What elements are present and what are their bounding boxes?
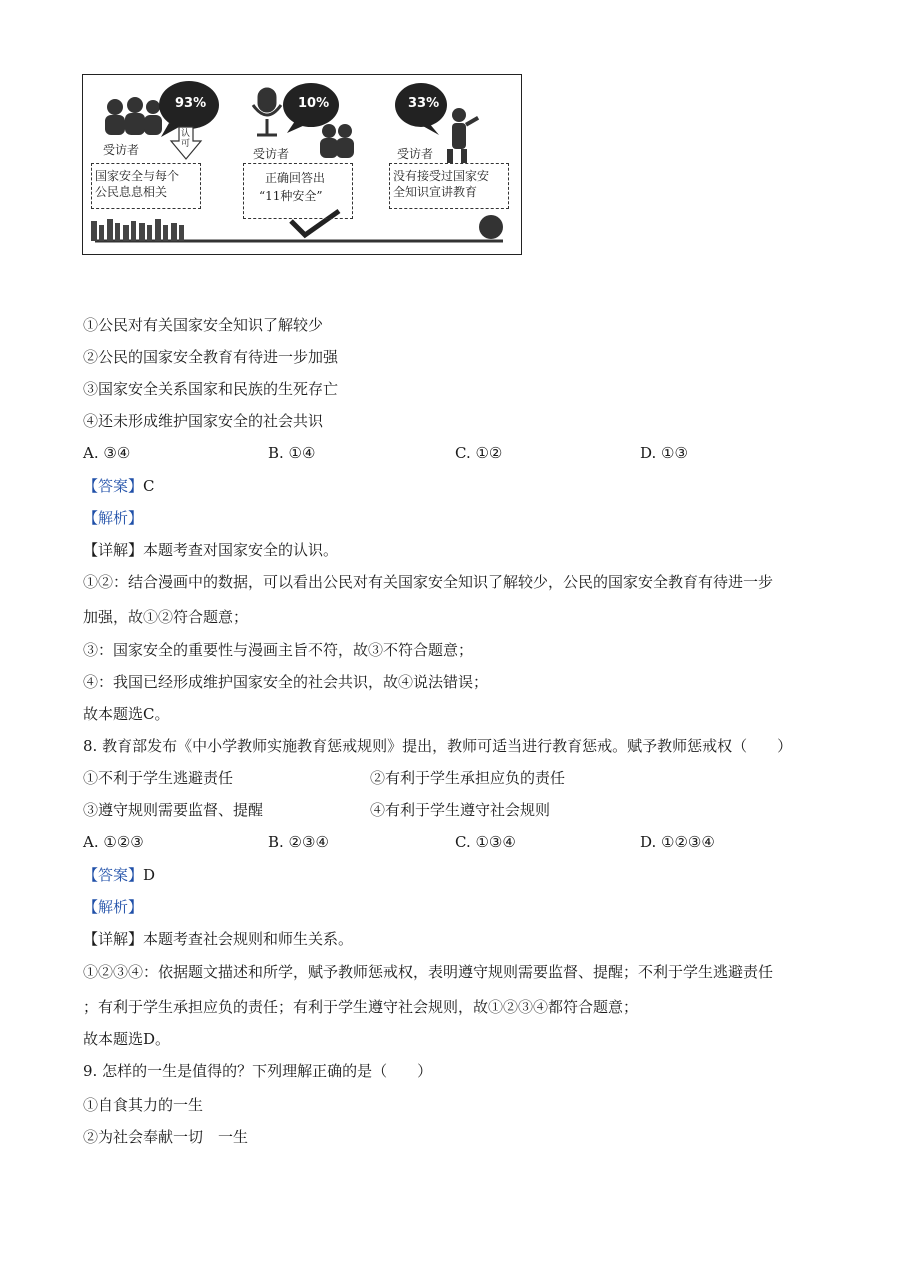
caption-1-line1: 国家安全与每个 bbox=[95, 169, 180, 183]
bottom-crowd bbox=[91, 219, 184, 241]
answer-tag: 【答案】 bbox=[83, 866, 144, 884]
q8-conclusion: 故本题选D。 bbox=[83, 1030, 171, 1048]
q9-item-2: ②为社会奉献一切 一生 bbox=[83, 1128, 249, 1146]
q7-item-2: ②公民的国家安全教育有待进一步加强 bbox=[83, 348, 339, 366]
q7-explanation-1b: 加强，故①②符合题意； bbox=[83, 608, 249, 626]
q8-option-b: B. ②③④ bbox=[268, 833, 329, 851]
q8-detail bbox=[83, 929, 353, 949]
caption-3-line1: 没有接受过国家安 bbox=[393, 169, 490, 183]
q7-explanation-3: ④：我国已经形成维护国家安全的社会共识，故④说法错误； bbox=[83, 673, 489, 691]
q7-answer bbox=[83, 476, 155, 496]
q7-conclusion: 故本题选C。 bbox=[83, 705, 170, 723]
q8-item-1: ①不利于学生逃避责任 bbox=[83, 769, 234, 787]
caption-2-line2: “11种安全” bbox=[259, 189, 323, 203]
q7-option-b: B. ①④ bbox=[268, 444, 316, 462]
q8-option-c: C. ①③④ bbox=[455, 833, 516, 851]
q8-item-3: ③遵守规则需要监督、提醒 bbox=[83, 801, 264, 819]
q8-explanation-1a: ①②③④：依据题文描述和所学，赋予教师惩戒权，表明遵守规则需要监督、提醒；不利于学生逃避责任 bbox=[83, 963, 774, 981]
head-icon bbox=[479, 215, 503, 239]
microphone-icon bbox=[253, 89, 281, 135]
q8-item-4: ④有利于学生遵守社会规则 bbox=[370, 801, 551, 819]
speaker-silhouette bbox=[447, 108, 479, 163]
answer-value: D bbox=[143, 866, 156, 884]
caption-2-line1: 正确回答出 bbox=[265, 171, 326, 185]
q8-analysis-tag: 【解析】 bbox=[83, 898, 144, 916]
crowd-silhouettes-1 bbox=[105, 97, 162, 135]
q8-option-d: D. ①②③④ bbox=[640, 833, 715, 851]
q8-option-a: A. ①②③ bbox=[83, 833, 144, 851]
q7-analysis-tag: 【解析】 bbox=[83, 509, 144, 527]
detail-text: 本题考查社会规则和师生关系。 bbox=[143, 930, 354, 948]
q7-explanation-2: ③：国家安全的重要性与漫画主旨不符，故③不符合题意； bbox=[83, 641, 474, 659]
percent-33: 33% bbox=[408, 96, 440, 111]
detail-tag: 【详解】 bbox=[83, 541, 144, 559]
answer-tag: 【答案】 bbox=[83, 477, 144, 495]
crowd-silhouettes-2 bbox=[320, 124, 354, 158]
q8-stem: 8. 教育部发布《中小学教师实施教育惩戒规则》提出，教师可适当进行教育惩戒。赋予教师惩戒权（ ） bbox=[83, 737, 793, 755]
respondent-label-1: 受访者 bbox=[103, 143, 140, 157]
answer-value: C bbox=[143, 477, 155, 495]
percent-10: 10% bbox=[298, 96, 330, 111]
respondent-label-3: 受访者 bbox=[397, 147, 434, 161]
q7-item-4: ④还未形成维护国家安全的社会共识 bbox=[83, 412, 324, 430]
respondent-label-2: 受访者 bbox=[253, 147, 290, 161]
q7-item-3: ③国家安全关系国家和民族的生死存亡 bbox=[83, 380, 339, 398]
q8-item-2: ②有利于学生承担应负的责任 bbox=[370, 769, 566, 787]
arrow-label: 认可 bbox=[181, 129, 191, 149]
q7-option-c: C. ①② bbox=[455, 444, 503, 462]
q7-option-d: D. ①③ bbox=[640, 444, 688, 462]
q7-explanation-1a: ①②：结合漫画中的数据，可以看出公民对有关国家安全知识了解较少，公民的国家安全教育有待进一步 bbox=[83, 573, 774, 591]
q7-item-1: ①公民对有关国家安全知识了解较少 bbox=[83, 316, 324, 334]
q7-option-a: A. ③④ bbox=[83, 444, 131, 462]
detail-tag: 【详解】 bbox=[83, 930, 144, 948]
caption-3-line2: 全知识宣讲教育 bbox=[393, 185, 478, 199]
q8-answer bbox=[83, 865, 155, 885]
q8-explanation-1b: ；有利于学生承担应负的责任；有利于学生遵守社会规则，故①②③④都符合题意； bbox=[83, 998, 639, 1016]
percent-93: 93% bbox=[175, 96, 207, 111]
detail-text: 本题考查对国家安全的认识。 bbox=[143, 541, 339, 559]
cartoon-figure bbox=[82, 74, 522, 255]
q9-stem: 9. 怎样的一生是值得的？下列理解正确的是（ ） bbox=[83, 1062, 433, 1080]
q9-item-1: ①自食其力的一生 bbox=[83, 1096, 204, 1114]
q7-detail bbox=[83, 540, 338, 560]
caption-1-line2: 公民息息相关 bbox=[95, 185, 168, 199]
